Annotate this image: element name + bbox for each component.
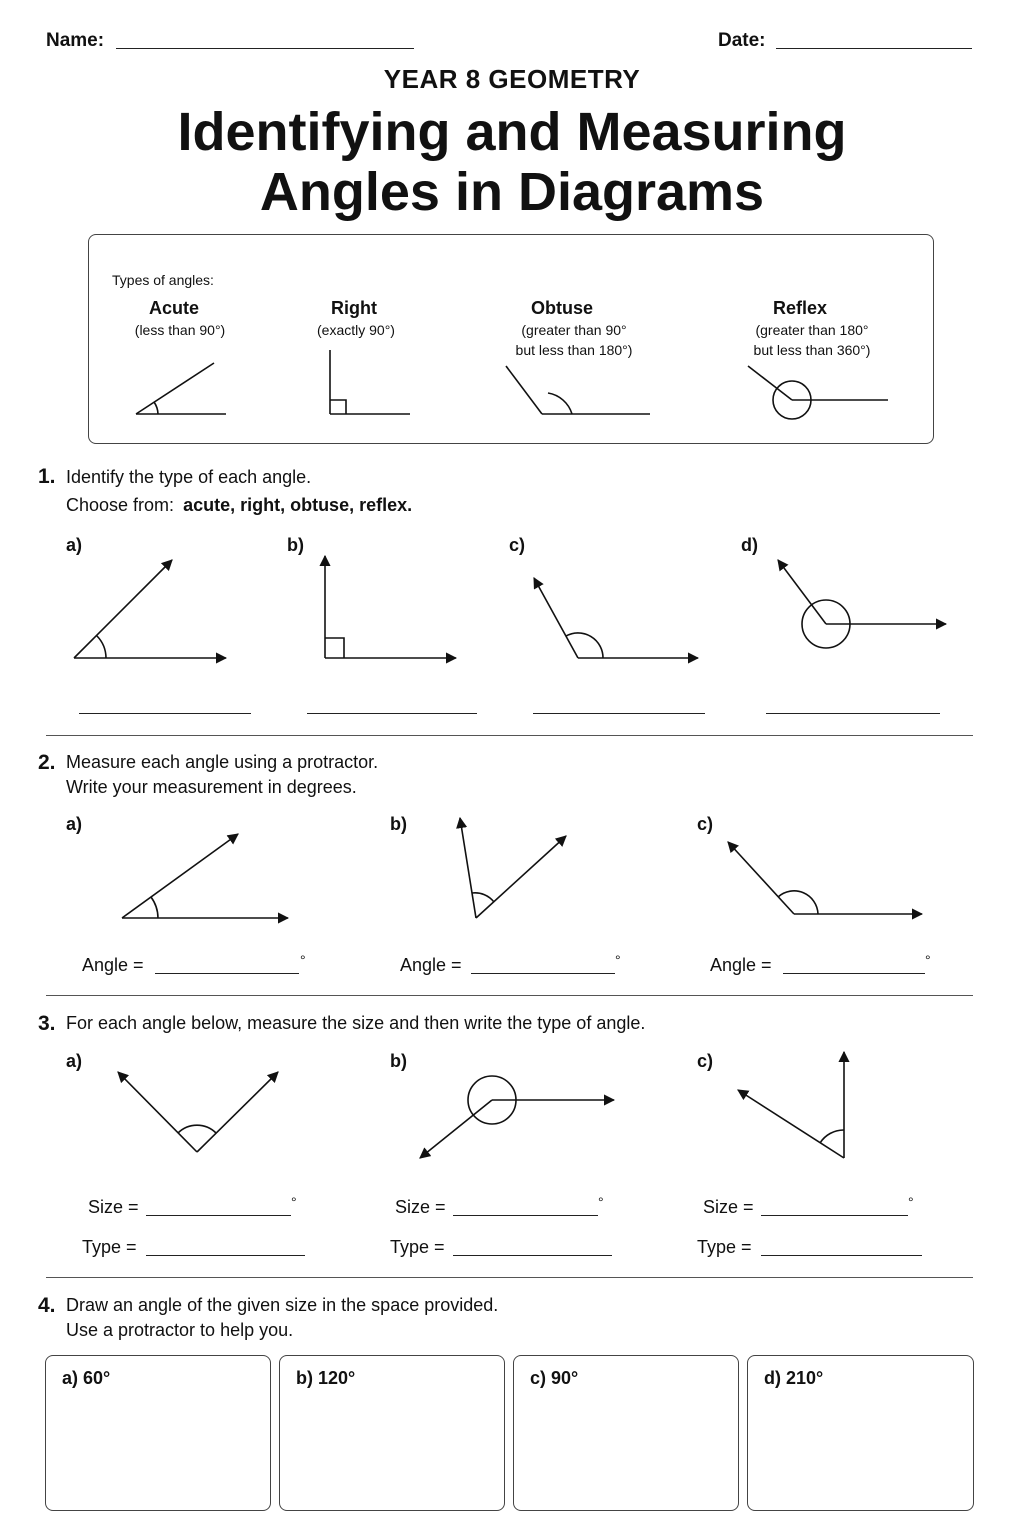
type-right-desc: (exactly 90°) — [317, 322, 395, 338]
type-obtuse-name: Obtuse — [530, 298, 593, 318]
type-acute-name: Acute — [148, 298, 199, 318]
worksheet-kicker: YEAR 8 GEOMETRY — [383, 64, 641, 94]
q3b-size-label: Size = — [395, 1197, 446, 1217]
q3a-size-field[interactable] — [146, 1215, 291, 1216]
q4b-label: b) 120° — [296, 1368, 356, 1388]
ref-obtuse-angle — [506, 366, 650, 414]
q1d-answer-line[interactable] — [766, 713, 940, 714]
q2c-angle — [728, 842, 922, 914]
q2-part-a-label: a) — [66, 814, 83, 834]
q3c-type-label: Type = — [697, 1237, 752, 1257]
q3b-degree-symbol: ° — [598, 1194, 604, 1210]
q2a-degree-symbol: ° — [300, 952, 306, 968]
q3c-degree-symbol: ° — [908, 1194, 914, 1210]
q3-part-b-label: b) — [390, 1051, 407, 1071]
q3a-type-label: Type = — [82, 1237, 137, 1257]
q3-number: 3. — [38, 1012, 56, 1035]
q4a-draw-box[interactable] — [45, 1355, 271, 1511]
q2c-angle-field[interactable] — [783, 973, 925, 974]
q1c-answer-line[interactable] — [533, 713, 705, 714]
section-divider — [46, 995, 973, 996]
q1-instruction: Identify the type of each angle. — [66, 467, 312, 487]
ref-right-angle — [330, 350, 410, 414]
q1-options: acute, right, obtuse, reflex. — [183, 495, 413, 515]
q2a-angle-field[interactable] — [155, 973, 299, 974]
type-acute-desc: (less than 90°) — [134, 322, 226, 338]
worksheet-title-line2: Angles in Diagrams — [259, 162, 765, 222]
q3c-type-field[interactable] — [761, 1255, 922, 1256]
q1-choose-from — [66, 495, 412, 516]
q1b-answer-line[interactable] — [307, 713, 477, 714]
q3a-size-label: Size = — [88, 1197, 139, 1217]
q4b-draw-box[interactable] — [279, 1355, 505, 1511]
q3-part-a-label: a) — [66, 1051, 83, 1071]
q2c-degree-symbol: ° — [925, 952, 931, 968]
q1-part-a-label: a) — [66, 535, 83, 555]
q2a-angle-label: Angle = — [82, 955, 144, 975]
q3a-type-field[interactable] — [146, 1255, 305, 1256]
q3c-size-label: Size = — [703, 1197, 754, 1217]
q2c-angle-label: Angle = — [710, 955, 772, 975]
q3a-angle — [118, 1072, 278, 1152]
q4-instruction-line1: Draw an angle of the given size in the space provided. — [66, 1295, 499, 1315]
ref-acute-angle — [136, 363, 226, 414]
q1a-angle — [74, 560, 226, 658]
q2-number: 2. — [38, 751, 56, 774]
q1-choose-prefix: Choose from: — [66, 495, 175, 515]
q2-part-c-label: c) — [697, 814, 714, 834]
date-label: Date: — [718, 30, 766, 51]
q3b-angle — [420, 1076, 614, 1158]
q3c-angle — [738, 1052, 844, 1158]
q1-part-d-label: d) — [741, 535, 758, 555]
q4d-label: d) 210° — [764, 1368, 824, 1388]
type-obtuse-desc2: but less than 180°) — [515, 342, 633, 358]
q4d-draw-box[interactable] — [747, 1355, 974, 1511]
q1c-angle — [534, 578, 698, 658]
q3a-degree-symbol: ° — [291, 1194, 297, 1210]
section-divider — [46, 735, 973, 736]
q2-part-b-label: b) — [390, 814, 407, 834]
worksheet-title-line1: Identifying and Measuring — [177, 102, 847, 162]
type-right-name: Right — [331, 298, 377, 318]
q1b-angle — [325, 556, 456, 658]
q3-instruction: For each angle below, measure the size and then write the type of angle. — [66, 1013, 646, 1033]
q1-number: 1. — [38, 465, 56, 488]
q3b-type-label: Type = — [390, 1237, 445, 1257]
q3b-size-field[interactable] — [453, 1215, 598, 1216]
q2-instruction-line1: Measure each angle using a protractor. — [66, 752, 379, 772]
q4c-draw-box[interactable] — [513, 1355, 739, 1511]
q1-part-b-label: b) — [287, 535, 304, 555]
reference-heading: Types of angles: — [112, 272, 214, 288]
q2b-angle-field[interactable] — [471, 973, 615, 974]
q2b-degree-symbol: ° — [615, 952, 621, 968]
q2a-angle — [122, 834, 288, 918]
q4c-label: c) 90° — [530, 1368, 579, 1388]
q3c-size-field[interactable] — [761, 1215, 908, 1216]
q4a-label: a) 60° — [62, 1368, 111, 1388]
type-reflex-desc1: (greater than 180° — [755, 322, 869, 338]
q3-part-c-label: c) — [697, 1051, 714, 1071]
q1a-answer-line[interactable] — [79, 713, 251, 714]
name-label: Name: — [46, 30, 105, 51]
type-reflex-desc2: but less than 360°) — [753, 342, 871, 358]
q1d-angle — [778, 560, 946, 648]
q2b-angle-label: Angle = — [400, 955, 462, 975]
type-obtuse-desc1: (greater than 90° — [521, 322, 627, 338]
q4-instruction-line2: Use a protractor to help you. — [66, 1320, 294, 1340]
q2-instruction-line2: Write your measurement in degrees. — [66, 777, 357, 797]
q1-part-c-label: c) — [509, 535, 526, 555]
q2b-angle — [460, 818, 566, 918]
section-divider — [46, 1277, 973, 1278]
ref-reflex-angle — [748, 366, 888, 419]
q3b-type-field[interactable] — [453, 1255, 612, 1256]
q4-number: 4. — [38, 1294, 56, 1317]
type-reflex-name: Reflex — [772, 298, 828, 318]
